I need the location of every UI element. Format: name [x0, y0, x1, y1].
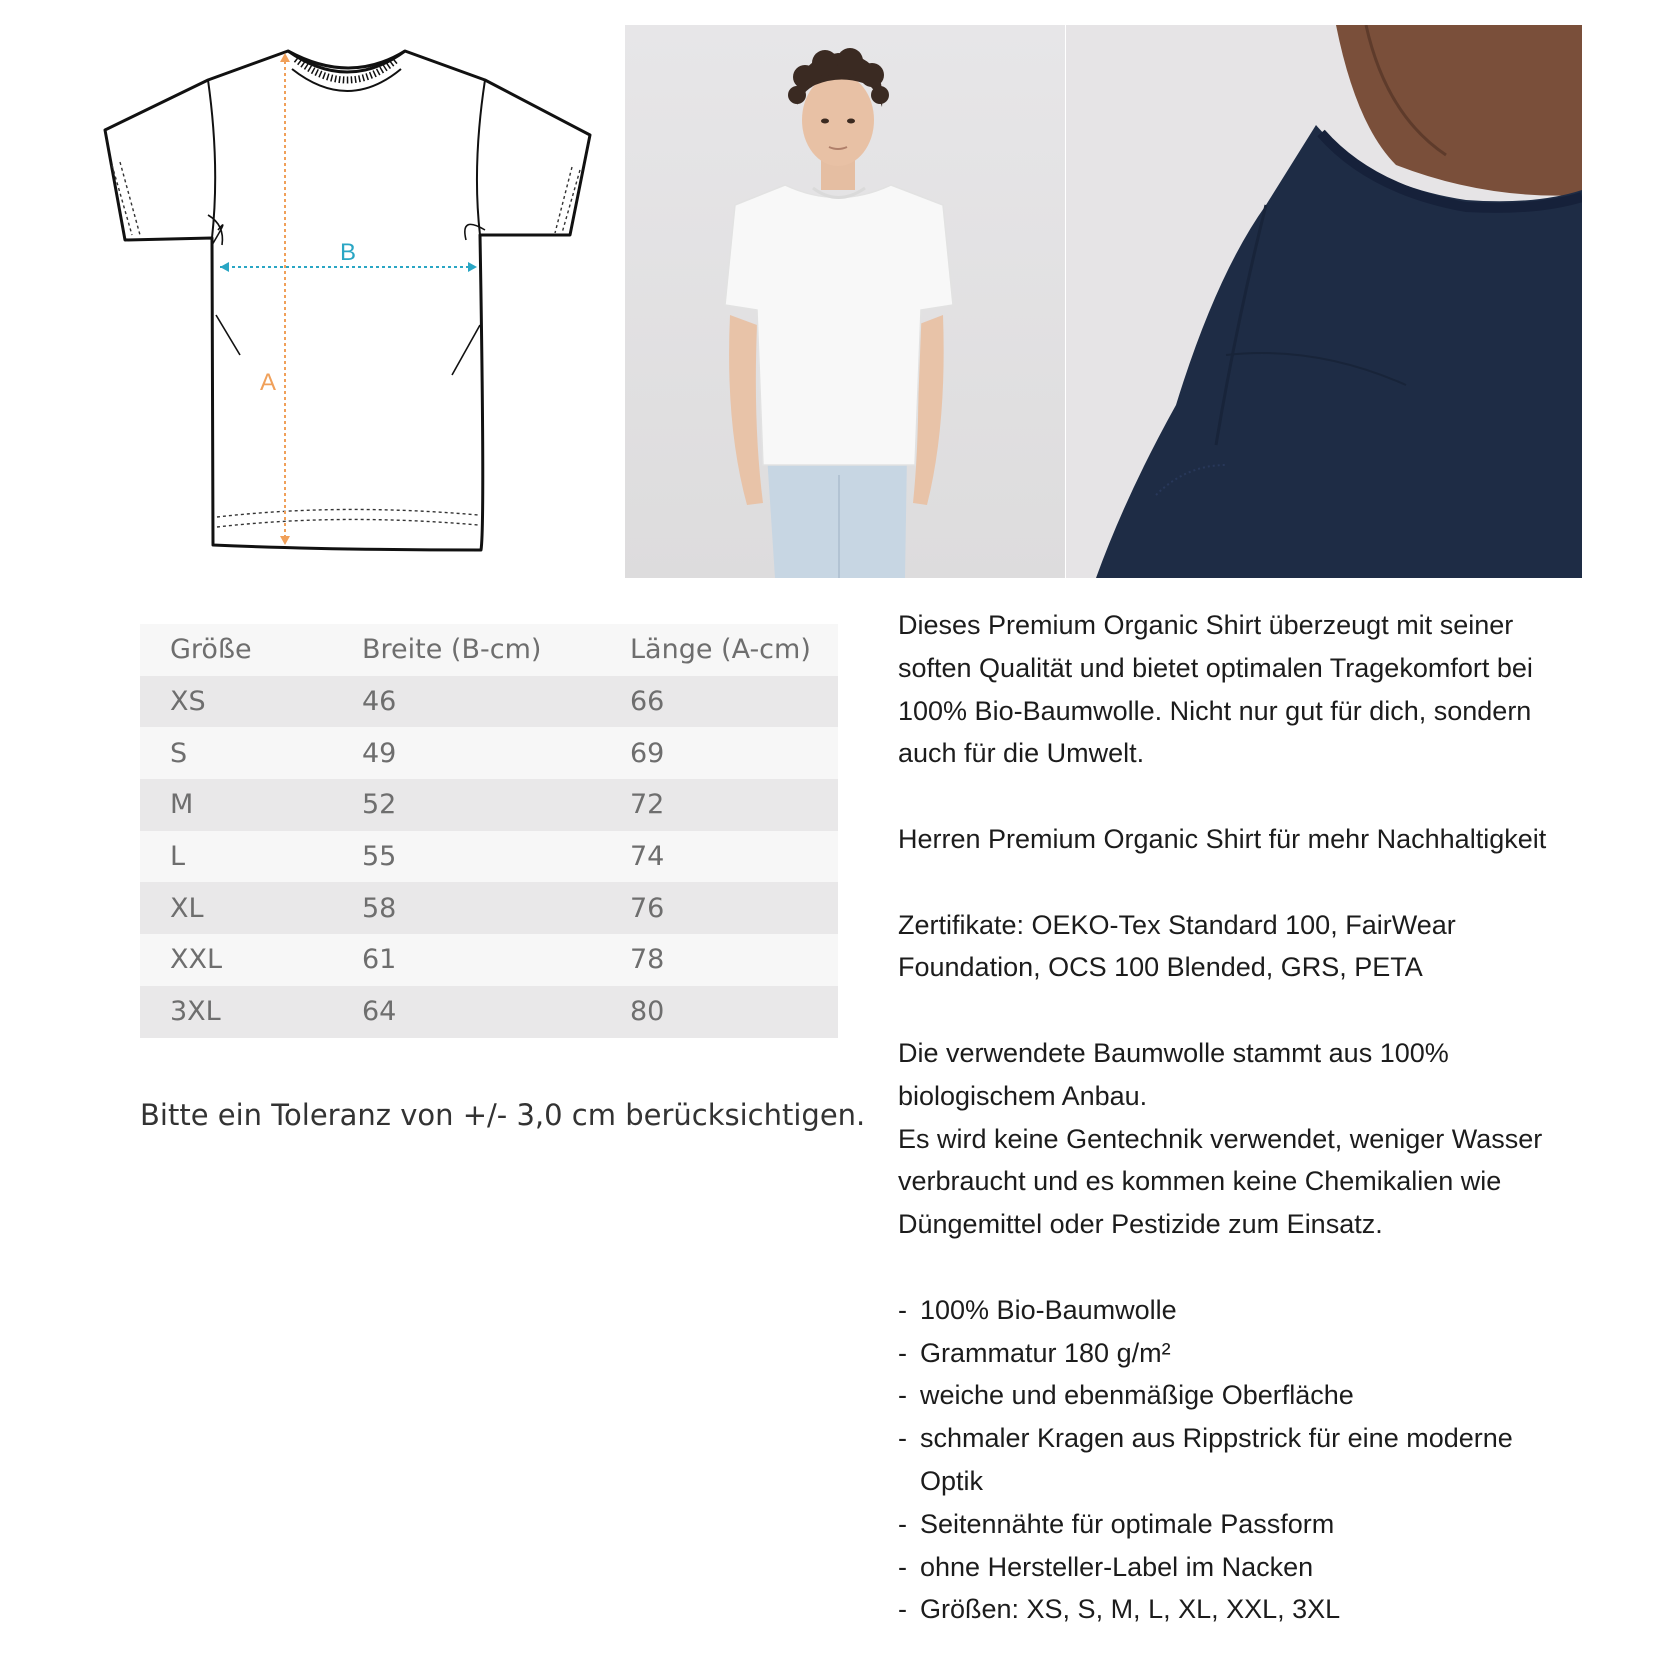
table-row — [140, 986, 838, 1038]
description-cotton-origin: Die verwendete Baumwolle stammt aus 100% biologischem Anbau. — [898, 1037, 1449, 1111]
cell-size: L — [170, 841, 186, 873]
cell-width: 46 — [362, 686, 397, 718]
cell-width: 55 — [362, 841, 397, 873]
product-description — [898, 604, 1558, 1631]
header-size: Größe — [170, 634, 252, 666]
table-row — [140, 934, 838, 986]
feature-list — [898, 1289, 1558, 1631]
description-intro: Dieses Premium Organic Shirt überzeugt mit seiner soften Qualität und bietet optimalen Tragekomfort bei 100% Bio-Baumwolle. Nicht nur gut für dich, sondern auch für die Umwelt. — [898, 610, 1533, 769]
cell-width: 64 — [362, 996, 397, 1028]
list-item: - Größen: XS, S, M, L, XL, XXL, 3XL — [898, 1588, 1558, 1631]
cell-length: 74 — [630, 841, 665, 873]
list-item: - ohne Hersteller-Label im Nacken — [898, 1546, 1558, 1589]
list-item: - schmaler Kragen aus Rippstrick für eine moderne Optik — [898, 1417, 1558, 1503]
list-item: - Seitennähte für optimale Passform — [898, 1503, 1558, 1546]
cell-length: 66 — [630, 686, 665, 718]
cell-length: 80 — [630, 996, 665, 1028]
table-row — [140, 779, 838, 831]
description-certificates: Zertifikate: OEKO-Tex Standard 100, FairWear Foundation, OCS 100 Blended, GRS, PETA — [898, 909, 1456, 983]
table-row — [140, 727, 838, 779]
model-photo — [625, 25, 1065, 578]
measure-b-label: B — [339, 239, 357, 266]
shirt-measurement-diagram — [100, 45, 600, 575]
table-row — [140, 882, 838, 934]
table-row — [140, 831, 838, 883]
cell-size: XXL — [170, 944, 223, 976]
cell-length: 69 — [630, 737, 665, 769]
cell-length: 72 — [630, 789, 665, 821]
cell-width: 61 — [362, 944, 397, 976]
description-environment: Es wird keine Gentechnik verwendet, weniger Wasser verbraucht und es kommen keine Chemikalien wie Düngemittel oder Pestizide zum Einsatz. — [898, 1123, 1543, 1240]
cell-length: 76 — [630, 892, 665, 924]
cell-width: 52 — [362, 789, 397, 821]
cell-width: 49 — [362, 737, 397, 769]
cell-length: 78 — [630, 944, 665, 976]
list-item: - weiche und ebenmäßige Oberfläche — [898, 1374, 1558, 1417]
size-table — [140, 624, 838, 1038]
table-header-row — [140, 624, 838, 676]
cell-size: M — [170, 789, 194, 821]
header-width: Breite (B-cm) — [362, 634, 542, 666]
tolerance-note: Bitte ein Toleranz von +/- 3,0 cm berücksichtigen. — [140, 1098, 866, 1132]
cell-size: 3XL — [170, 996, 221, 1028]
header-length: Länge (A-cm) — [630, 634, 811, 666]
closeup-photo — [1066, 25, 1582, 578]
list-item: - Grammatur 180 g/m² — [898, 1332, 1558, 1375]
measure-a-label: A — [259, 369, 277, 396]
description-sustainability: Herren Premium Organic Shirt für mehr Nachhaltigkeit — [898, 823, 1547, 854]
table-row — [140, 676, 838, 728]
cell-size: XL — [170, 892, 204, 924]
cell-width: 58 — [362, 892, 397, 924]
cell-size: XS — [170, 686, 206, 718]
cell-size: S — [170, 737, 188, 769]
list-item: - 100% Bio-Baumwolle — [898, 1289, 1558, 1332]
closeup-shirt — [1096, 125, 1582, 578]
